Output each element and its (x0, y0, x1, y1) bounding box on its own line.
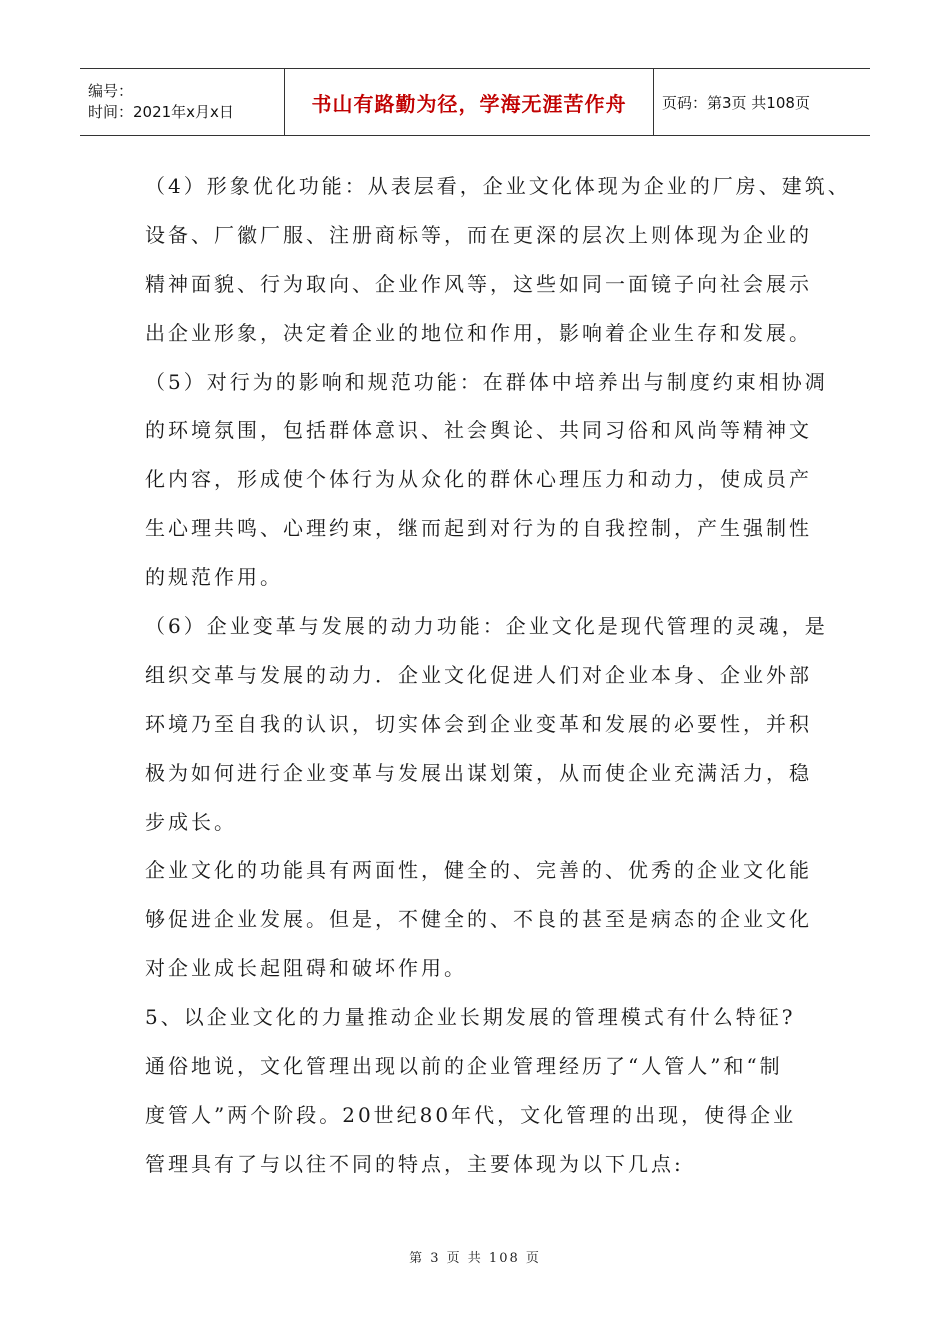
question-heading: 5、以企业文化的力量推动企业长期发展的管理模式有什么特征? (145, 1005, 796, 1030)
header-motto: 书山有路勤为径，学海无涯苦作舟 (311, 91, 627, 116)
body-line: 对企业成长起阻碍和破坏作用。 (145, 956, 467, 981)
body-line: 的环境氛围，包括群体意识、社会舆论、共同习俗和风尚等精神文 (145, 418, 812, 443)
page-footer: 第 3 页 共 108 页 (409, 1251, 541, 1266)
body-line: （6）企业变革与发展的动力功能：企业文化是现代管理的灵魂，是 (145, 614, 828, 639)
body-line: 化内容，形成使个体行为从众化的群休心理压力和动力，使成员产 (145, 467, 812, 492)
body-line: 通俗地说，文化管理出现以前的企业管理经历了“人管人”和“制 (145, 1054, 783, 1079)
document-time: 时间：2021年x月x日 (88, 103, 234, 121)
body-line: 管理具有了与以往不同的特点，主要体现为以下几点: (145, 1151, 684, 1176)
body-line: （5）对行为的影响和规范功能：在群体中培养出与制度约束相协凋 (145, 369, 828, 394)
document-body (145, 162, 851, 1189)
body-line: 极为如何进行企业变革与发展出谋划策，从而使企业充满活力，稳 (145, 760, 812, 785)
header-page-code-cell (654, 69, 870, 135)
body-line: 出企业形象，决定着企业的地位和作用，影响着企业生存和发展。 (145, 320, 812, 345)
body-line: 够促进企业发展。但是，不健全的、不良的甚至是病态的企业文化 (145, 907, 812, 932)
page-header (80, 68, 870, 136)
body-line: 环境乃至自我的认识，切实体会到企业变革和发展的必要性，并积 (145, 711, 812, 736)
header-page-code: 页码：第3页 共108页 (662, 93, 810, 112)
body-line: 设备、厂徽厂服、注册商标等，而在更深的层次上则体现为企业的 (145, 222, 812, 247)
header-meta (80, 69, 284, 135)
body-line: 度管人”两个阶段。20世纪80年代，文化管理的出现，使得企业 (145, 1102, 797, 1127)
document-number-label: 编号： (88, 82, 134, 100)
body-line: 精神面貌、行为取向、企业作风等，这些如同一面镜子向社会展示 (145, 271, 812, 296)
body-line: 的规范作用。 (145, 565, 283, 590)
body-line: （4）形象优化功能：从表层看，企业文化体现为企业的厂房、建筑、 (145, 174, 851, 198)
body-line: 生心理共鸣、心理约束，继而起到对行为的自我控制，产生强制性 (145, 516, 812, 541)
header-motto-cell (284, 69, 654, 135)
body-line: 步成长。 (145, 809, 237, 834)
body-line: 组织交革与发展的动力．企业文化促进人们对企业本身、企业外部 (145, 662, 812, 687)
body-line: 企业文化的功能具有两面性，健全的、完善的、优秀的企业文化能 (145, 858, 812, 883)
